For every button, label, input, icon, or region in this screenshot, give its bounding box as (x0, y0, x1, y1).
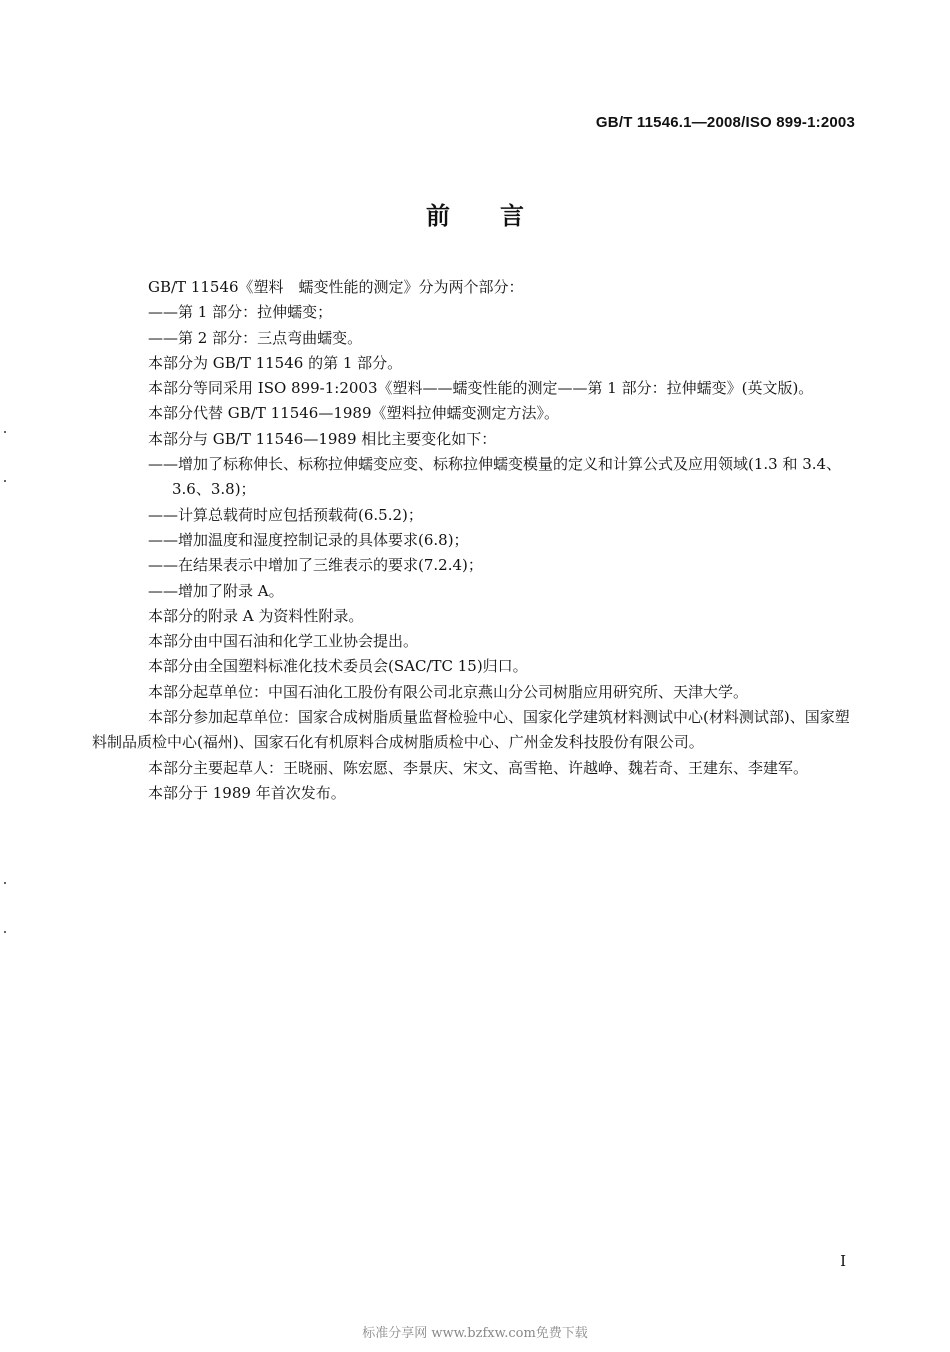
page-number: I (840, 1252, 846, 1270)
paragraph-proposed-by: 本部分由中国石油和化学工业协会提出。 (148, 632, 419, 651)
scan-speck (4, 882, 6, 884)
standard-code: GB/T 11546.1—2008/ISO 899-1:2003 (595, 114, 855, 131)
list-item-change-3: ——增加温度和湿度控制记录的具体要求(6.8)； (148, 530, 469, 549)
paragraph-participating-units: 本部分参加起草单位：国家合成树脂质量监督检验中心、国家化学建筑材料测试中心(材料测试部)、国家塑料制品质检中心(福州)、国家石化有机原料合成树脂质检中心、广州金发科技股份有限公司。 (92, 708, 850, 752)
footer-watermark: 标准分享网 www.bzfxw.com免费下载 (362, 1326, 588, 1341)
page-title: 前言 (426, 202, 574, 230)
paragraph-drafting-units: 本部分起草单位：中国石油化工股份有限公司北京燕山分公司树脂应用研究所、天津大学。 (148, 682, 749, 701)
list-item-part-1: ——第 1 部分：拉伸蠕变； (148, 303, 333, 322)
list-item-change-4: ——在结果表示中增加了三维表示的要求(7.2.4)； (148, 556, 483, 575)
scan-speck (4, 480, 6, 482)
paragraph-drafters: 本部分主要起草人：王晓丽、陈宏愿、李景庆、宋文、高雪艳、许越峥、魏若奇、王建东、李建军。 (148, 758, 809, 777)
list-item-change-1: ——增加了标称伸长、标称拉伸蠕变应变、标称拉伸蠕变模量的定义和计算公式及应用领域(1.3 和 3.4、3.6、3.8)； (148, 455, 842, 499)
foreword-body (92, 275, 860, 806)
paragraph-part-statement: 本部分为 GB/T 11546 的第 1 部分。 (148, 353, 403, 372)
paragraph-annex: 本部分的附录 A 为资料性附录。 (148, 606, 364, 625)
paragraph-changes-intro: 本部分与 GB/T 11546—1989 相比主要变化如下： (148, 429, 497, 448)
scan-speck (4, 431, 6, 433)
paragraph-supersedes: 本部分代替 GB/T 11546—1989《塑料拉伸蠕变测定方法》。 (148, 404, 559, 423)
scan-speck (4, 931, 6, 933)
paragraph-parts-intro: GB/T 11546《塑料 蠕变性能的测定》分为两个部分： (148, 278, 524, 296)
paragraph-responsible-committee: 本部分由全国塑料标准化技术委员会(SAC/TC 15)归口。 (148, 657, 528, 676)
list-item-change-2: ——计算总载荷时应包括预载荷(6.5.2)； (148, 505, 423, 524)
paragraph-iso-equivalence: 本部分等同采用 ISO 899-1:2003《塑料——蠕变性能的测定——第 1 部分：拉伸蠕变》(英文版)。 (148, 379, 814, 398)
list-item-change-5: ——增加了附录 A。 (148, 581, 284, 600)
paragraph-first-issue: 本部分于 1989 年首次发布。 (148, 783, 346, 802)
list-item-part-2: ——第 2 部分：三点弯曲蠕变。 (148, 328, 363, 347)
